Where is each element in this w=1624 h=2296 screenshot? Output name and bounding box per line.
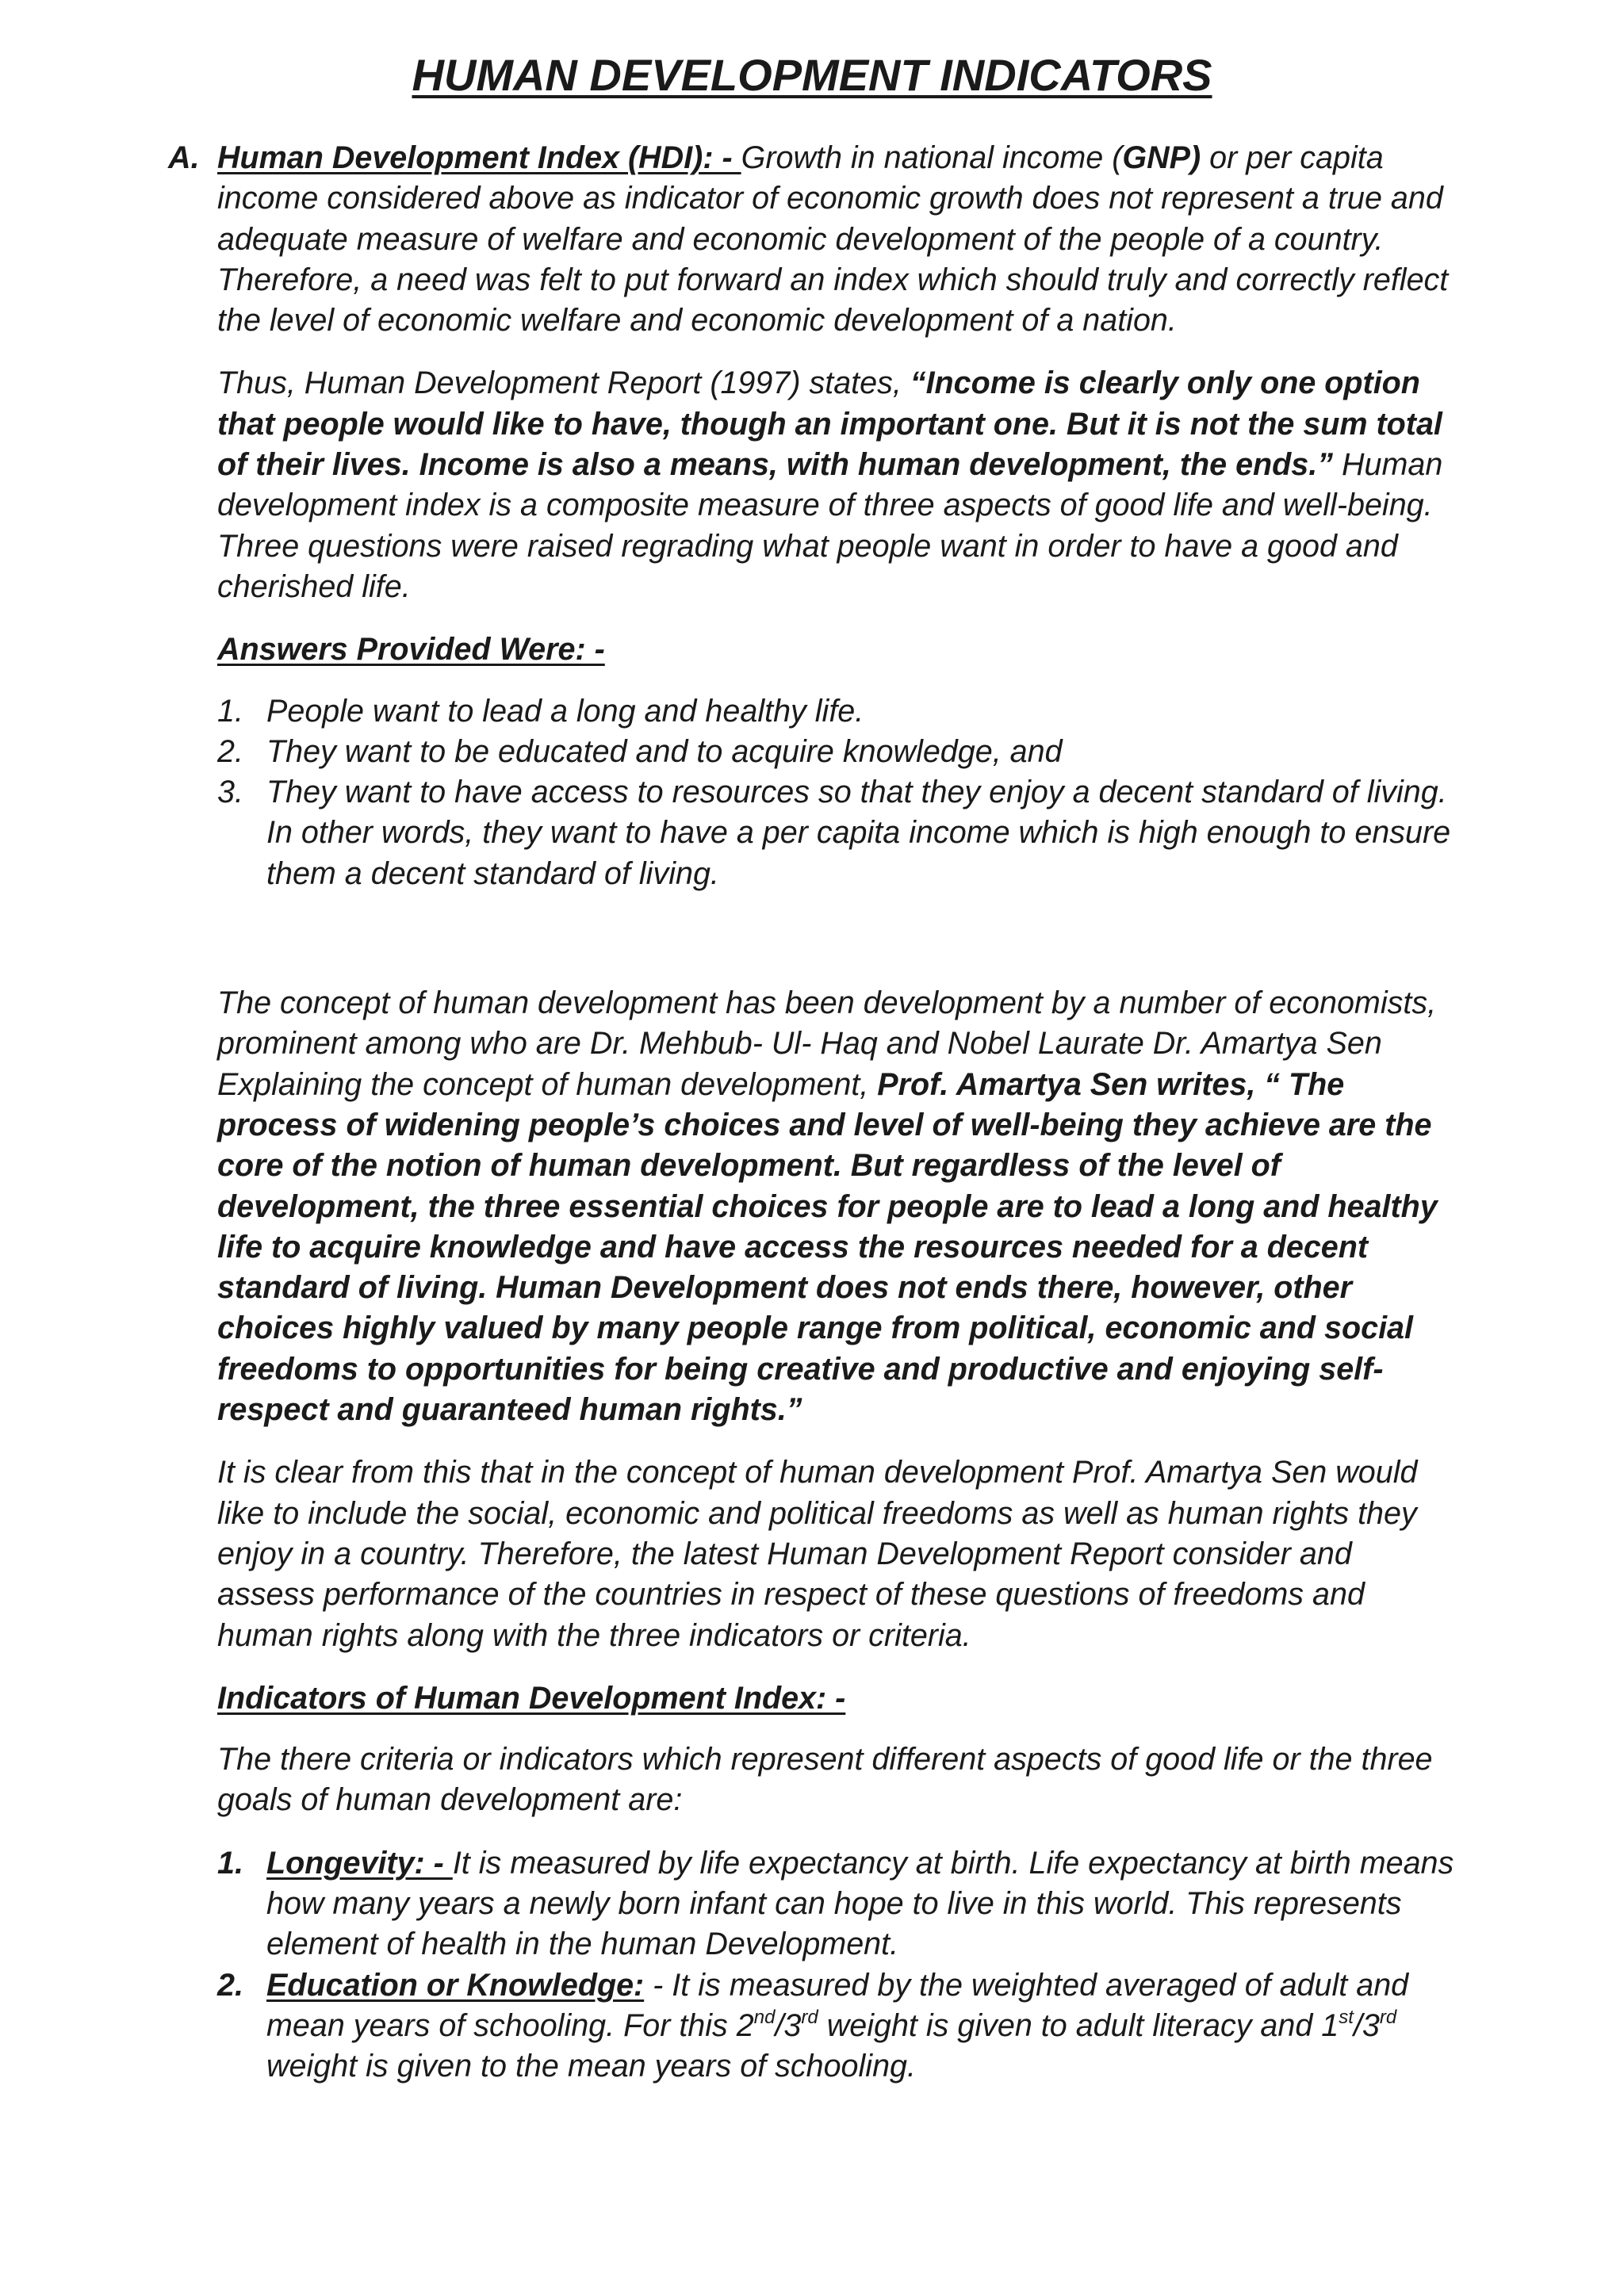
superscript: st (1339, 2006, 1354, 2028)
superscript: nd (753, 2006, 776, 2028)
education-text-b: /3 (775, 2007, 802, 2043)
hdi-heading: Human Development Index (HDI): - (217, 140, 741, 175)
spacer (217, 916, 1454, 983)
list-number: 2. (217, 733, 243, 769)
education-text-a: - It is measured by the weighted averaged of adult and mean years of schooling. For this 2 (266, 1967, 1409, 2043)
education-text-e: weight is given to the mean years of schooling. (266, 2049, 916, 2084)
hdi-intro-paragraph (217, 138, 1454, 341)
list-number: 1. (217, 1845, 243, 1881)
concept-lead: The concept of human development has been development by a number of economists, prominent among who are Dr. Mehbub- Ul- Haq and Nobel Laurate Dr. Amartya Sen Explaining the concept of human development, (217, 985, 1437, 1102)
list-number: 1. (217, 693, 243, 729)
list-text: People want to lead a long and healthy life. (266, 693, 864, 729)
amartya-sen-quote: Prof. Amartya Sen writes, “ The process of widening people’s choices and level of well-being they achieve are the core of the notion of human development. But regardless of the level of development, the three essential choices for people are to lead a long and healthy life to acquire knowledge and have access the resources needed for a decent standard of living. Human Development does not ends there, however, other choices highly valued by many people range from political, economic and social freedoms to opportunities for being creative and productive and enjoying self-respect and guaranteed human rights.” (217, 1066, 1438, 1428)
answers-list (217, 691, 1454, 894)
section-letter: A. (168, 140, 200, 175)
gnp-term: GNP) (1122, 140, 1201, 175)
indicators-list (217, 1843, 1454, 2087)
report-paragraph (217, 363, 1454, 607)
education-text-d: /3 (1353, 2007, 1380, 2043)
list-item (217, 691, 1454, 732)
longevity-text: It is measured by life expectancy at birth. Life expectancy at birth means how many years a newly born infant can hope to live in this world. This represents element of health in the human Development. (266, 1845, 1454, 1962)
education-label: Education or Knowledge: (266, 1967, 645, 2003)
list-item (217, 772, 1454, 894)
hdi-intro-part1: Growth in national income ( (741, 140, 1123, 175)
longevity-label: Longevity: - (266, 1845, 453, 1881)
hdi-intro-part2: or per capita income considered above as indicator of economic growth does not represent a true and adequate measure of welfare and economic development of the people of a country. Therefore, a need was felt to put forward an index which should truly and correctly reflect the level of economic welfare and economic development of a nation. (217, 140, 1449, 339)
list-item (217, 732, 1454, 772)
report-lead: Thus, Human Development Report (1997) states, (217, 365, 910, 401)
section-a (168, 138, 1454, 2109)
indicators-heading: Indicators of Human Development Index: - (217, 1680, 846, 1716)
report-tail: Human development index is a composite measure of three aspects of good life and well-being. Three questions were raised regrading what people want in order to have a good and cherished life. (217, 447, 1443, 604)
concept-paragraph (217, 983, 1454, 1430)
superscript: rd (1379, 2006, 1397, 2028)
answers-heading: Answers Provided Were: - (217, 632, 605, 668)
superscript: rd (801, 2006, 818, 2028)
list-item (217, 1965, 1454, 2087)
list-number: 2. (217, 1967, 243, 2003)
list-number: 3. (217, 775, 243, 810)
indicators-intro: The there criteria or indicators which represent different aspects of good life or the three goals of human development are: (217, 1742, 1433, 1818)
list-text: They want to have access to resources so that they enjoy a decent standard of living. In other words, they want to have a per capita income which is high enough to ensure them a decent standard of living. (266, 775, 1451, 891)
list-text: They want to be educated and to acquire knowledge, and (266, 733, 1063, 769)
clear-paragraph: It is clear from this that in the concept of human development Prof. Amartya Sen would like to include the social, economic and political freedoms as well as human rights they enjoy in a country. Therefore, the latest Human Development Report consider and assess performance of the countries in respect of these questions of freedoms and human rights along with the three indicators or criteria. (217, 1455, 1418, 1653)
list-item (217, 1843, 1454, 1965)
page-title: HUMAN DEVELOPMENT INDICATORS (412, 50, 1212, 100)
education-text-c: weight is given to adult literacy and 1 (818, 2007, 1339, 2043)
report-quote: “Income is clearly only one option that people would like to have, though an important one. But it is not the sum total of their lives. Income is also a means, with human development, the ends.” (217, 365, 1442, 483)
